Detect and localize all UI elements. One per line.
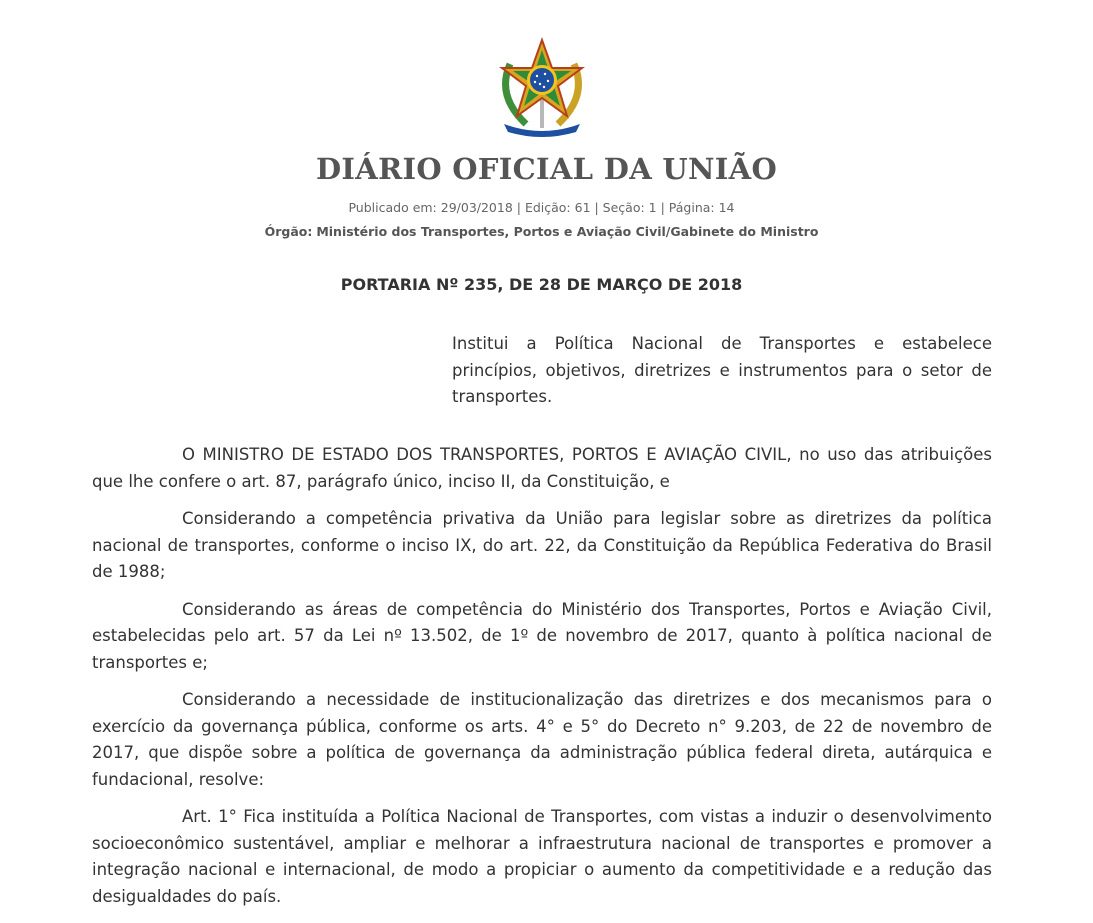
ementa: Institui a Política Nacional de Transportes e estabelece princípios, objetivos, diretrizes e instrumentos para o setor de transportes. — [452, 334, 992, 406]
document-body — [92, 442, 992, 921]
brazil-coat-of-arms-icon — [490, 34, 594, 138]
orgao-line — [0, 224, 1083, 239]
paragraph-considerando-2: Considerando as áreas de competência do Ministério dos Transportes, Portos e Aviação Civil, estabelecidas pelo art. 57 da Lei nº 13.502, de 1º de novembro de 2017, quanto à política nacional de transportes e; — [92, 599, 992, 672]
orgao-value: Ministério dos Transportes, Portos e Aviação Civil/Gabinete do Ministro — [316, 224, 819, 239]
paragraph-considerando-3: Considerando a necessidade de institucionalização das diretrizes e dos mecanismos para o exercício da governança pública, conforme os arts. 4° e 5° do Decreto n° 9.203, de 22 de novembro de 2017, que dispõe sobre a política de governança da administração pública federal direta, autárquica e fundacional, resolve: — [92, 690, 992, 789]
masthead-title: DIÁRIO OFICIAL DA UNIÃO — [315, 152, 778, 186]
paragraph-considerando-1: Considerando a competência privativa da União para legislar sobre as diretrizes da política nacional de transportes, conforme o inciso IX, do art. 22, da Constituição da República Federativa do Brasil de 1988; — [92, 509, 992, 581]
paragraph-art-1: Art. 1° Fica instituída a Política Nacional de Transportes, com vistas a induzir o desenvolvimento socioeconômico sustentável, ampliar e melhorar a infraestrutura nacional de transportes e promover a integração nacional e internacional, de modo a propiciar o aumento da competitividade e a redução das desigualdades do país. — [92, 807, 992, 906]
publication-info: Publicado em: 29/03/2018 | Edição: 61 | Seção: 1 | Página: 14 — [348, 200, 735, 215]
paragraph-preamble: O MINISTRO DE ESTADO DOS TRANSPORTES, PORTOS E AVIAÇÃO CIVIL, no uso das atribuições que lhe confere o art. 87, parágrafo único, inciso II, da Constituição, e — [92, 445, 992, 491]
document-title: PORTARIA Nº 235, DE 28 DE MARÇO DE 2018 — [340, 275, 743, 294]
orgao-label: Órgão: — [264, 224, 313, 239]
